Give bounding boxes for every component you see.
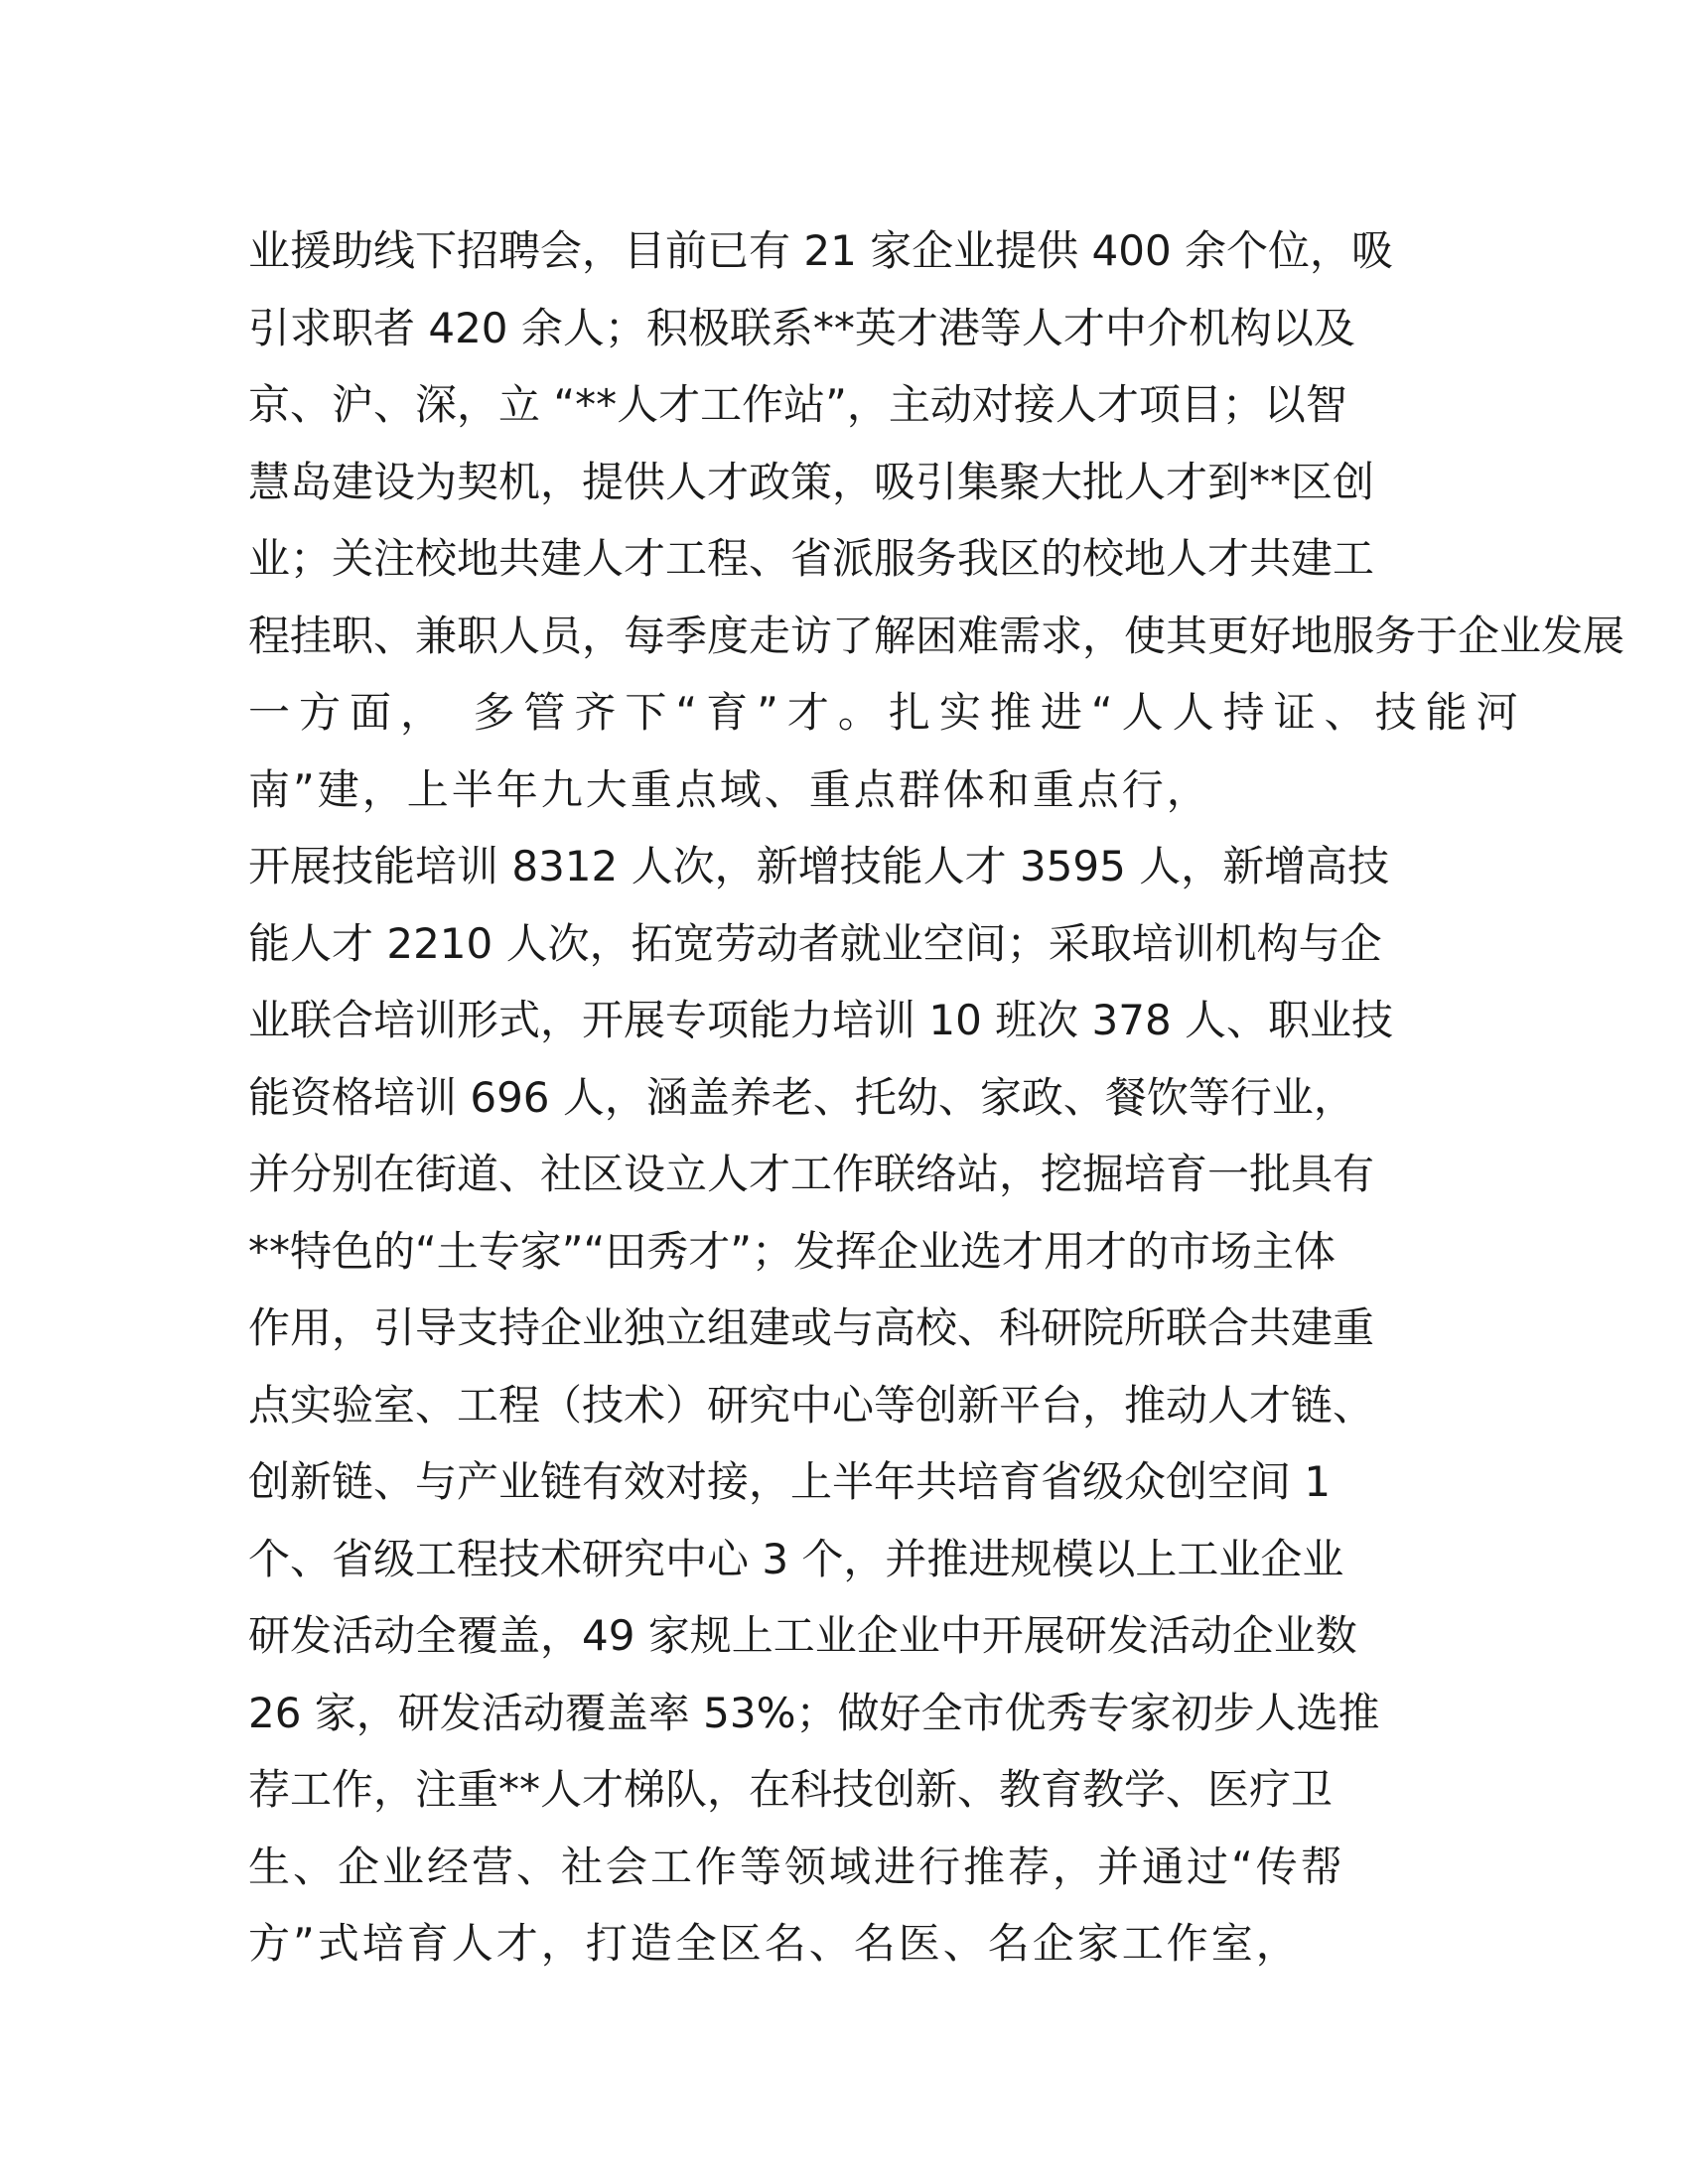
body-text: [248, 212, 1678, 1982]
text-line-23: 方”式培育人才，打造全区名、名医、名企家工作室，: [248, 1919, 1301, 1968]
text-line-15: 作用，引导支持企业独立组建或与高校、科研院所联合共建重: [248, 1303, 1375, 1352]
text-line-3: 京、沪、深，立 “**人才工作站”，主动对接人才项目；以智: [248, 380, 1347, 429]
text-line-1: 业援助线下招聘会，目前已有 21 家企业提供 400 余个位，吸: [248, 226, 1394, 275]
text-line-4: 慧岛建设为契机，提供人才政策，吸引集聚大批人才到**区创: [248, 457, 1375, 506]
text-line-12: 能资格培训 696 人，涵盖养老、托幼、家政、餐饮等行业，: [248, 1072, 1355, 1122]
text-line-8: 南”建，上半年九大重点域、重点群体和重点行，: [248, 764, 1211, 814]
text-line-21: 荐工作，注重**人才梯队，在科技创新、教育教学、医疗卫: [248, 1765, 1334, 1814]
text-line-10: 能人才 2210 人次，拓宽劳动者就业空间；采取培训机构与企: [248, 918, 1382, 968]
text-line-20: 26 家，研发活动覆盖率 53%；做好全市优秀专家初步人选推: [248, 1688, 1380, 1737]
text-line-11: 业联合培训形式，开展专项能力培训 10 班次 378 人、职业技: [248, 996, 1394, 1044]
text-line-19: 研发活动全覆盖，49 家规上工业企业中开展研发活动企业数: [248, 1611, 1357, 1660]
text-line-6: 程挂职、兼职人员，每季度走访了解困难需求，使其更好地服务于企业发展: [248, 611, 1625, 660]
text-line-5: 业；关注校地共建人才工程、省派服务我区的校地人才共建工: [248, 534, 1375, 583]
text-line-16: 点实验室、工程（技术）研究中心等创新平台，推动人才链、: [248, 1380, 1375, 1430]
text-line-7: 一方面， 多管齐下“育”才。扎实推进“人人持证、技能河: [248, 688, 1527, 737]
text-line-22: 生、企业经营、社会工作等领域进行推荐，并通过“传帮: [248, 1842, 1345, 1891]
text-line-17: 创新链、与产业链有效对接，上半年共培育省级众创空间 1: [248, 1457, 1332, 1506]
text-line-9: 开展技能培训 8312 人次，新增技能人才 3595 人，新增高技: [248, 842, 1390, 890]
text-line-18: 个、省级工程技术研究中心 3 个，并推进规模以上工业企业: [248, 1534, 1344, 1583]
text-line-13: 并分别在街道、社区设立人才工作联络站，挖掘培育一批具有: [248, 1150, 1375, 1198]
text-line-14: **特色的“土专家”“田秀才”；发挥企业选才用才的市场主体: [248, 1226, 1336, 1276]
text-line-2: 引求职者 420 余人；积极联系**英才港等人才中介机构以及: [248, 303, 1355, 352]
